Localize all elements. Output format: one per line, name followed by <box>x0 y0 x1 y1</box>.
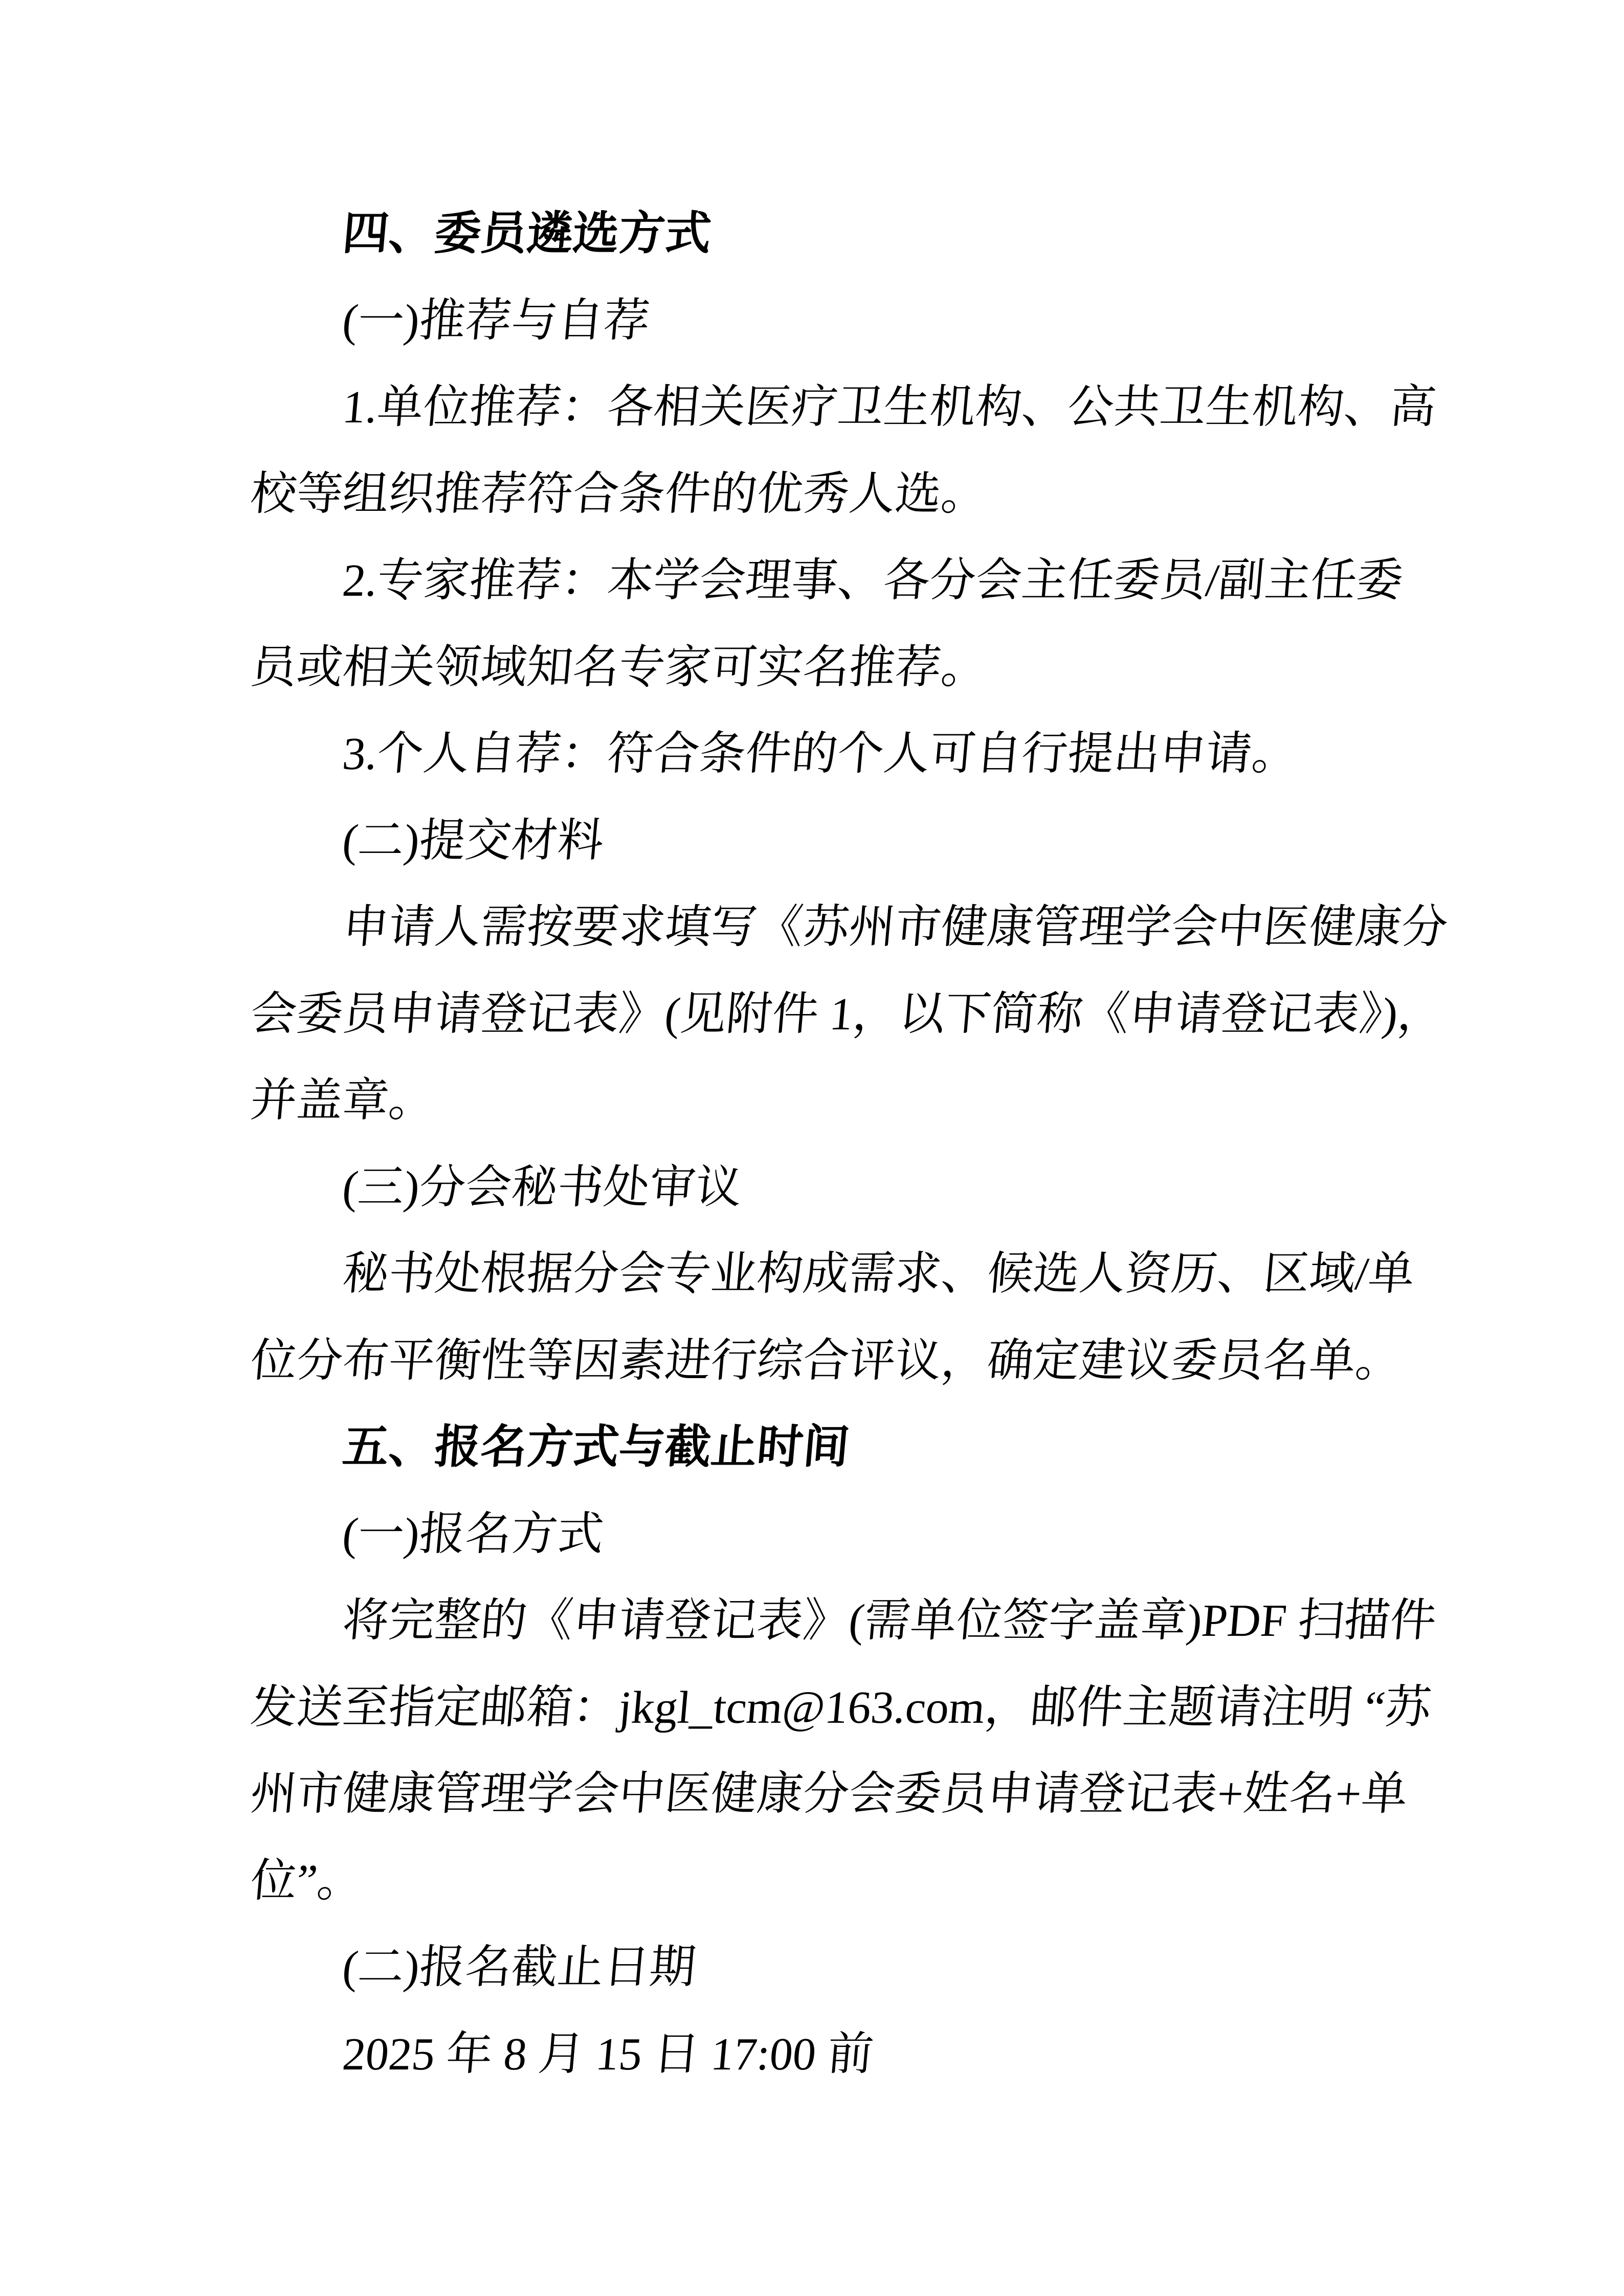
subsection-registration-method-label: (一)报名方式 <box>340 1509 606 1560</box>
paragraph-self-recommendation-line: 3.个人自荐：符合条件的个人可自行提出申请。 <box>340 729 1300 779</box>
section-4-heading: 四、委员遴选方式 <box>340 209 714 259</box>
subsection-recommendation-label: (一)推荐与自荐 <box>340 295 652 346</box>
subsection-deadline-label: (二)报名截止日期 <box>340 1942 698 1993</box>
subsection-secretariat-review-label: (三)分会秘书处审议 <box>340 1162 744 1213</box>
paragraph-application-form-line: 会委员申请登记表》(见附件 1，以下简称《申请登记表》)， <box>248 988 1446 1040</box>
subsection-materials-label: (二)提交材料 <box>340 815 606 866</box>
paragraph-registration-method-line: 位”。 <box>248 1855 366 1906</box>
paragraph-secretariat-review-line: 秘书处根据分会专业构成需求、候选人资历、区域/单 <box>340 1249 1417 1299</box>
paragraph-expert-recommendation-line: 员或相关领域知名专家可实名推荐。 <box>248 642 990 693</box>
paragraph-expert-recommendation-line: 2.专家推荐：本学会理事、各分会主任委员/副主任委 <box>340 555 1405 606</box>
document-content <box>248 191 1450 2098</box>
paragraph-application-form-line: 申请人需按要求填写《苏州市健康管理学会中医健康分 <box>340 902 1450 953</box>
paragraph-secretariat-review-line: 位分布平衡性等因素进行综合评议，确定建议委员名单。 <box>248 1335 1404 1386</box>
paragraph-registration-method-line: 将完整的《申请登记表》(需单位签字盖章)PDF 扫描件 <box>340 1595 1438 1646</box>
paragraph-unit-recommendation-line: 校等组织推荐符合条件的优秀人选。 <box>248 468 990 520</box>
section-5-heading: 五、报名方式与截止时间 <box>340 1422 852 1473</box>
deadline-date-line: 2025 年 8 月 15 日 17:00 前 <box>340 2029 876 2080</box>
paragraph-application-form-line: 并盖章。 <box>248 1075 437 1126</box>
paragraph-registration-method-line: 州市健康管理学会中医健康分会委员申请登记表+姓名+单 <box>248 1769 1410 1819</box>
paragraph-unit-recommendation-line: 1.单位推荐：各相关医疗卫生机构、公共卫生机构、高 <box>340 382 1438 433</box>
registration-email-line: 发送至指定邮箱：jkgl_tcm@163.com，邮件主题请注明 “苏 <box>248 1682 1434 1733</box>
